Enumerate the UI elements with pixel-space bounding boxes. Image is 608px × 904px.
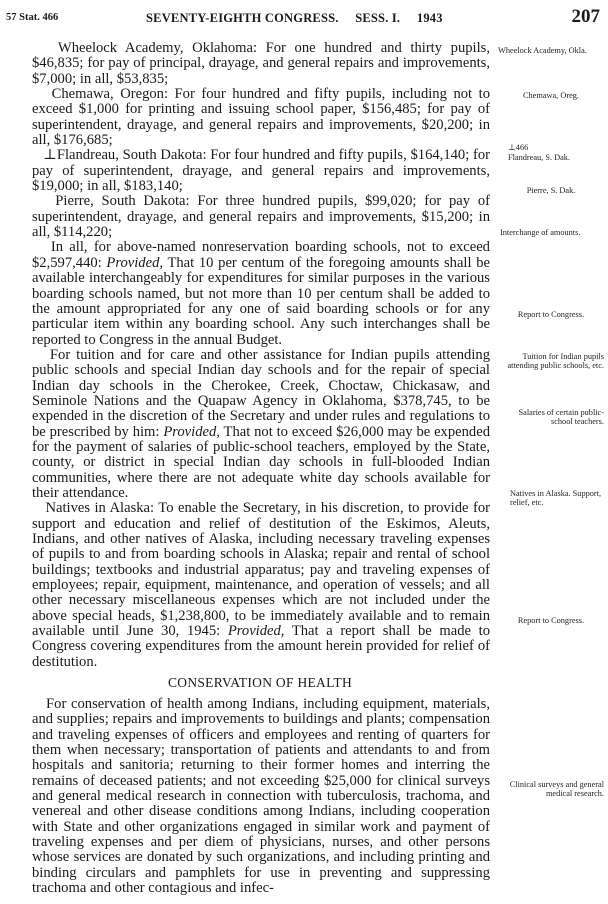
provided-italic: Provided, xyxy=(227,623,285,640)
paragraph-health xyxy=(32,697,490,896)
margin-note-report-2: Report to Congress. xyxy=(517,616,585,625)
margin-note-clinical: Clinical surveys and general medical research. xyxy=(509,780,604,799)
margin-note-tuition: Tuition for Indian pupils attending public schools, etc. xyxy=(507,352,604,371)
margin-note-pierre: Pierre, S. Dak. xyxy=(526,186,576,195)
margin-note-natives: Natives in Alaska. Support, relief, etc. xyxy=(510,489,602,508)
paragraph-text: Chemawa, Oregon: For four hundred and fifty pupils, including not to exceed $1,000 for printing and issuing school paper, $156,485; for pay of superintendent, drayage, and general repairs and improvements, $20,200; in all, $176,685; xyxy=(32,86,490,149)
running-title: SEVENTY-EIGHTH CONGRESS. SESS. I. 1943 xyxy=(146,11,443,25)
page-header xyxy=(0,0,608,30)
paragraph-text: For tuition and for care and other assistance for Indian pupils attending public schools and special Indian day schools and for the repair of special Indian day schools in the Cherokee, Creek, Choctaw, Chickasaw, and Seminole Nations and the Quapaw Agency in Oklahoma, $378,745, to be expended in the discretion of the Secretary and under rules and regulations to be prescribed by him: xyxy=(32,346,490,440)
paragraph-pierre xyxy=(32,194,490,240)
section-heading: CONSERVATION OF HEALTH xyxy=(167,675,353,690)
page-number: 207 xyxy=(571,6,600,27)
paragraph-text: Natives in Alaska: To enable the Secretary, in his discretion, to provide for support and education and relief of destitution of the Eskimos, Aleuts, Indians, and other natives of Alaska, including necessary traveling expenses of pupils to and from boarding schools in Alaska; repair and rental of school buildings; textbooks and industrial apparatus; pay and traveling expenses of employees; repair, equipment, maintenance, and operation of vessels; and all other necessary miscellaneous expenses which are not included under the above special heads, $1,238,800, to be immediately available and to remain available until June 30, 1945: xyxy=(32,500,490,640)
margin-note-flandreau: Flandreau, S. Dak. xyxy=(508,153,570,162)
paragraph-wheelock xyxy=(32,41,490,87)
paragraph-text: That not to exceed $26,000 may be expended for the payment of salaries of public-school teachers, employed by the State, county, or district in special Indian day schools in full-blooded Indian communities, where there are not adequate white day schools available for their attendance. xyxy=(32,423,490,501)
margin-note-wheelock: Wheelock Academy, Okla. xyxy=(498,46,587,55)
margin-note-report-1: Report to Congress. xyxy=(517,310,585,319)
provided-italic: Provided, xyxy=(106,254,164,271)
health-text-column xyxy=(32,697,490,896)
paragraph-alaska xyxy=(32,501,490,670)
paragraph-text: In all, for above-named nonreservation boarding schools, not to exceed $2,597,440: xyxy=(32,239,490,271)
paragraph-text: Wheelock Academy, Oklahoma: For one hundred and thirty pupils, $46,835; for pay of principal, drayage, and general repairs and improvements, $7,000; in all, $53,835; xyxy=(32,40,490,87)
paragraph-text: Pierre, South Dakota: For three hundred pupils, $99,020; for pay of superintendent, drayage, and general repairs and improvements, $15,200; in all, $114,220; xyxy=(32,193,490,241)
paragraph-flandreau xyxy=(32,148,490,194)
margin-note-chemawa: Chemawa, Oreg. xyxy=(523,91,579,100)
paragraph-text: That 10 per centum of the foregoing amounts shall be available interchangeably for expenditures for similar purposes in the various boarding schools named, but not more than 10 per centum shall be added to the amount appropriated for any one of said boarding schools or for any particular item within any boarding school. Any such interchanges shall be reported to Congress in the annual Budget. xyxy=(32,254,490,348)
paragraph-text: That a report shall be made to Congress covering expenditures from the amount herein provided for relief of destitution. xyxy=(32,623,490,670)
margin-note-flandreau-ref: ⊥466 xyxy=(508,143,529,152)
margin-note-interchange: Interchange of amounts. xyxy=(500,228,581,237)
paragraph-chemawa xyxy=(32,87,490,148)
paragraph-interchange xyxy=(32,240,490,347)
provided-italic: Provided, xyxy=(163,423,220,440)
paragraph-text: For conservation of health among Indians, including equipment, materials, and supplies; repairs and improvements to buildings and plants; compensation and traveling expenses of officers and employees and renting of quarters for them when necessary; transportation of patients and attendants to and from hospitals and sanitoria; returning to their former homes and interring the remains of deceased patients; and not exceeding $25,000 for clinical surveys and general medical research in connection with tuberculosis, trachoma, and venereal and other disease conditions among Indians, including cooperation with State and other organizations engaged in similar work and payment of traveling expenses and per diem of physicians, nurses, and other persons whose services are donated by such organizations, and including printing and binding circulars and pamphlets for use in preventing and suppressing trachoma and other contagious and infec- xyxy=(32,696,490,897)
paragraph-text: ⊥Flandreau, South Dakota: For four hundred and fifty pupils, $164,140; for pay of superintendent, drayage, and general repairs and improvements, $19,000; in all, $183,140; xyxy=(32,147,490,195)
margin-note-salaries: Salaries of certain public-school teachers. xyxy=(518,408,604,427)
statute-reference: 57 Stat. 466 xyxy=(6,12,59,23)
main-text-column xyxy=(32,41,490,670)
paragraph-tuition xyxy=(32,348,490,501)
